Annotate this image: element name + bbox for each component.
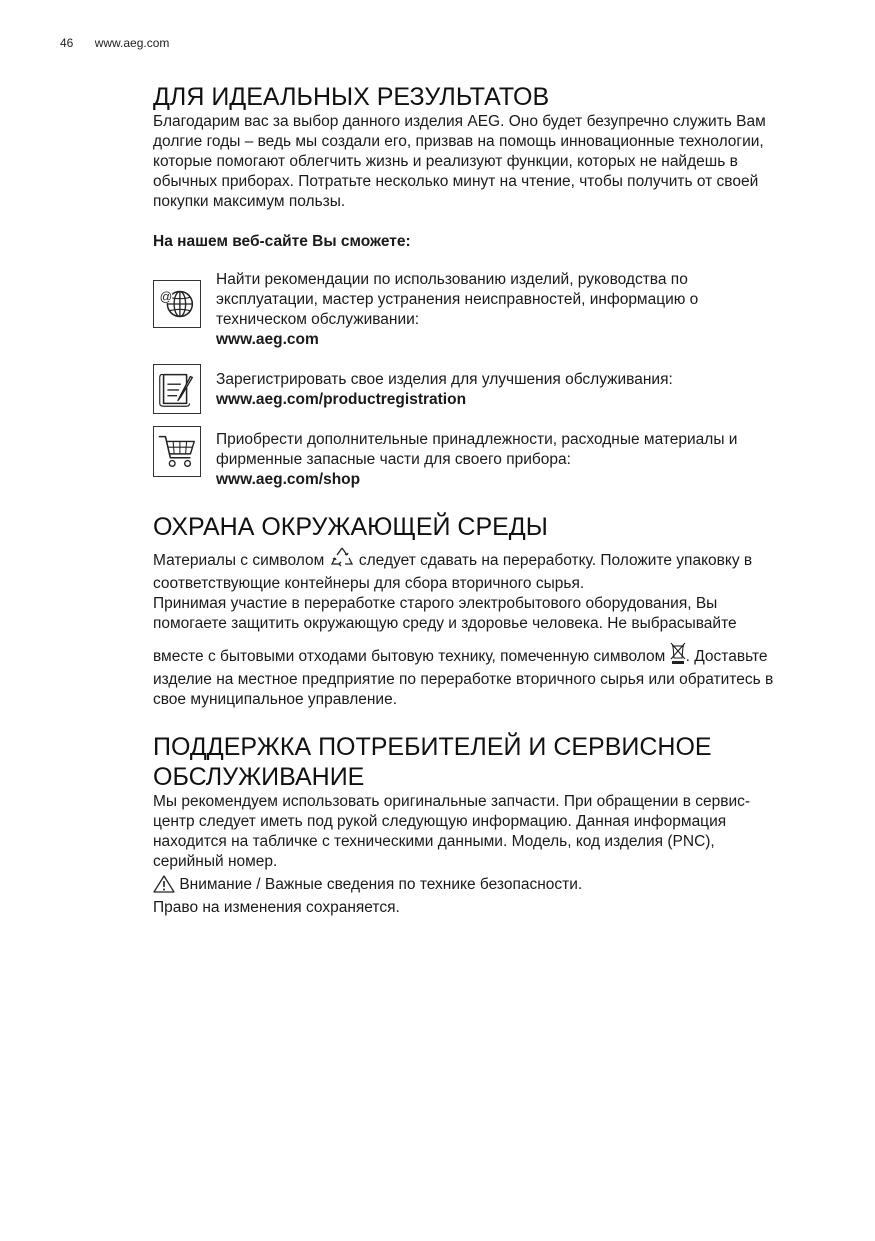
website-item-shop (153, 430, 833, 490)
section-title-line: ОБСЛУЖИВАНИЕ (153, 763, 365, 791)
website-subheading: На нашем веб-сайте Вы сможете: (153, 233, 411, 250)
environment-text: вместе с бытовыми отходами бытовую технику, помеченную символом (153, 648, 666, 665)
section-title-customer-service (153, 732, 833, 792)
shopping-cart-icon (153, 426, 201, 477)
svg-text:@: @ (159, 290, 173, 305)
intro-line: Благодарим вас за выбор данного изделия AEG. Оно будет безупречно служить Вам (153, 113, 766, 130)
rights-reserved-text: Право на изменения сохраняется. (153, 899, 400, 916)
crossed-bin-icon (670, 642, 686, 670)
website-item-line: фирменные запасные части для своего прибора: (216, 451, 571, 468)
website-item-info (153, 270, 833, 350)
section-title-line: ПОДДЕРЖКА ПОТРЕБИТЕЛЕЙ И СЕРВИСНОЕ (153, 733, 712, 761)
environment-line: помогаете защитить окружающую среду и здоровье человека. Не выбрасывайте (153, 615, 737, 632)
intro-line: покупки максимум пользы. (153, 193, 346, 210)
website-item-line: Зарегистрировать свое изделия для улучшения обслуживания: (216, 371, 673, 388)
environment-line: свое муниципальное управление. (153, 691, 398, 708)
website-item-registration (153, 370, 833, 410)
intro-line: обычных приборах. Потратьте несколько минут на чтение, чтобы получить от своей (153, 173, 759, 190)
globe-at-icon (153, 280, 201, 328)
environment-line: соответствующие контейнеры для сбора вторичного сырья. (153, 575, 585, 592)
environment-text: . Доставьте (685, 648, 768, 665)
website-item-line: техническом обслуживании: (216, 311, 420, 328)
environment-line: Принимая участие в переработке старого электробытового оборудования, Вы (153, 595, 718, 612)
service-line: серийный номер. (153, 853, 278, 870)
environment-line (153, 642, 833, 670)
header-site-url: www.aeg.com (94, 36, 170, 50)
section-title-environment: ОХРАНА ОКРУЖАЮЩЕЙ СРЕДЫ (153, 513, 548, 541)
intro-line: долгие годы – ведь мы создали его, призвав на помощь инновационные технологии, (153, 133, 764, 150)
warning-line (153, 875, 833, 898)
service-line: находится на табличке с техническими данными. Модель, код изделия (PNC), (153, 833, 715, 850)
warning-triangle-icon (153, 875, 175, 898)
page-header (60, 36, 169, 50)
website-link-registration[interactable]: www.aeg.com/productregistration (216, 391, 467, 408)
recycle-icon (329, 546, 355, 574)
environment-line (153, 546, 833, 574)
page-number: 46 (60, 36, 74, 50)
website-link-shop[interactable]: www.aeg.com/shop (216, 471, 361, 488)
register-document-icon (153, 364, 201, 414)
section-title-best-results: ДЛЯ ИДЕАЛЬНЫХ РЕЗУЛЬТАТОВ (153, 83, 550, 111)
website-item-line: Найти рекомендации по использованию изделий, руководства по (216, 271, 688, 288)
environment-line: изделие на местное предприятие по переработке вторичного сырья или обратитесь в (153, 671, 774, 688)
intro-line: которые помогают облегчить жизнь и реализуют функции, которых не найдешь в (153, 153, 738, 170)
website-link-aeg[interactable]: www.aeg.com (216, 331, 319, 348)
page-content (153, 82, 833, 918)
website-item-line: Приобрести дополнительные принадлежности, расходные материалы и (216, 431, 738, 448)
service-line: центр следует иметь под рукой следующую информацию. Данная информация (153, 813, 727, 830)
service-line: Мы рекомендуем использовать оригинальные запчасти. При обращении в сервис- (153, 793, 751, 810)
environment-text: следует сдавать на переработку. Положите упаковку в (358, 552, 753, 569)
warning-text: Внимание / Важные сведения по технике безопасности. (179, 876, 583, 893)
website-item-line: эксплуатации, мастер устранения неисправностей, информацию о (216, 291, 699, 308)
environment-text: Материалы с символом (153, 552, 325, 569)
